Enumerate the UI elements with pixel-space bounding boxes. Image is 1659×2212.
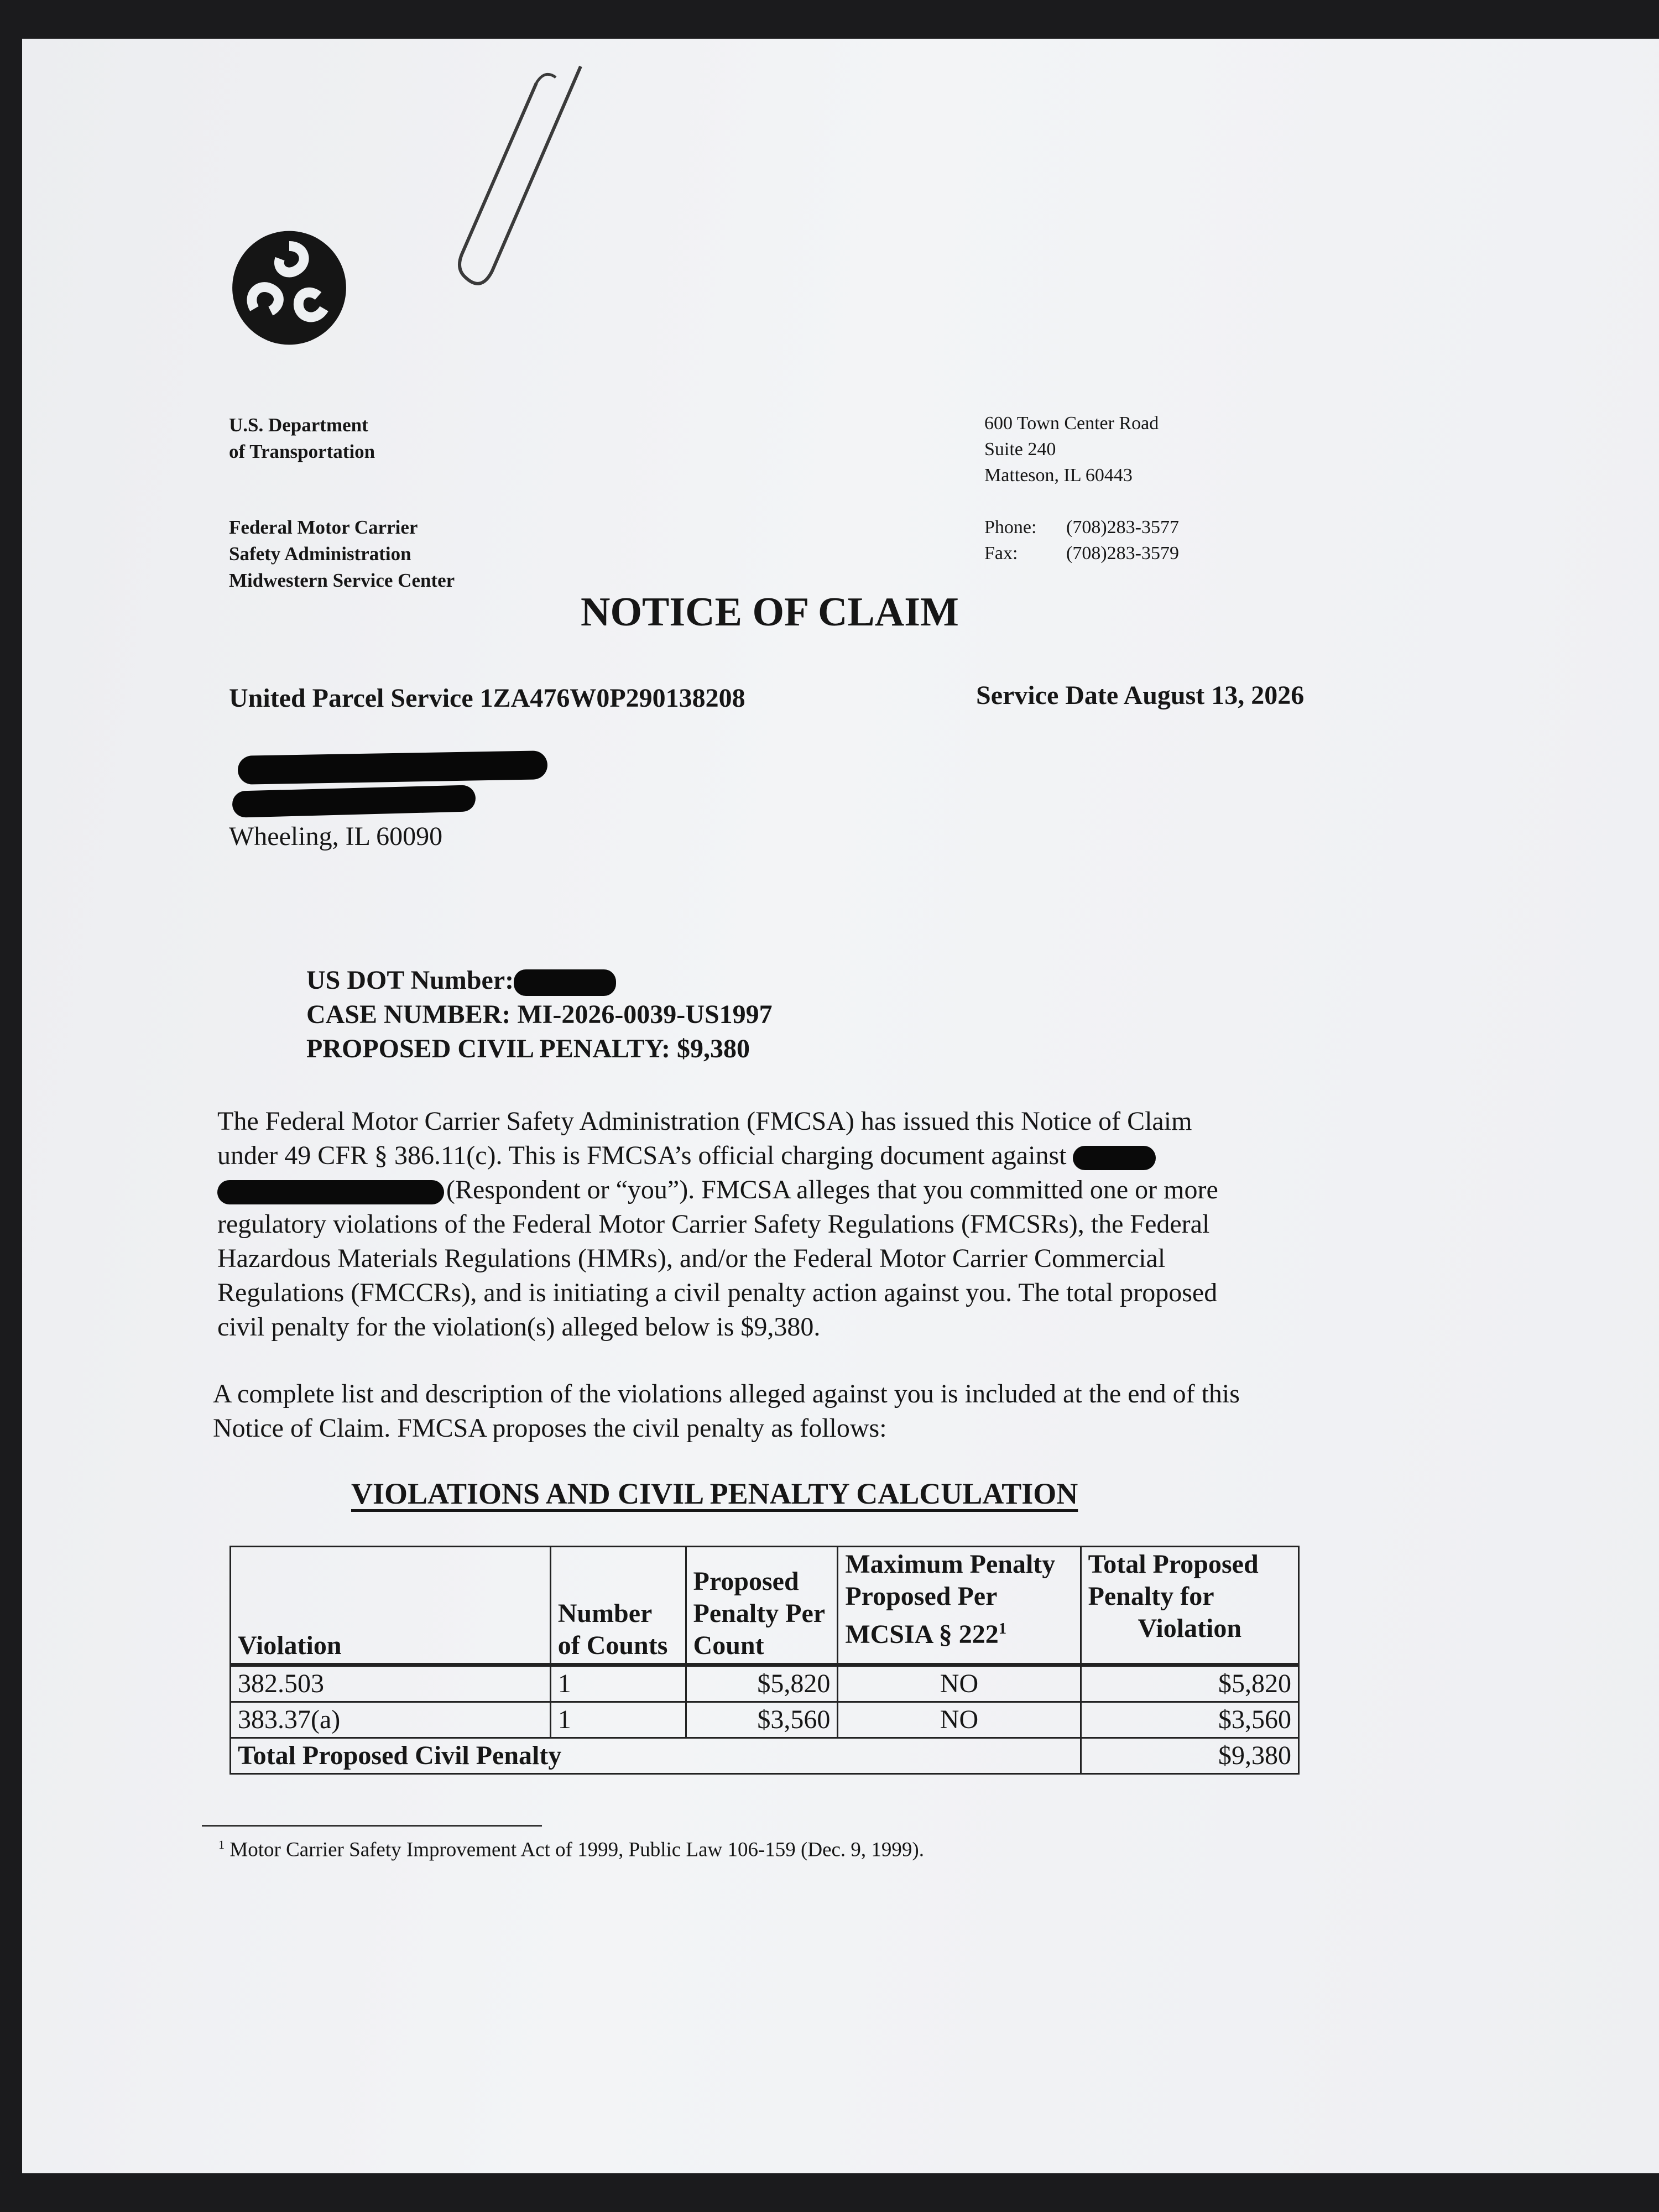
footnote-rule (202, 1825, 542, 1827)
document-title: NOTICE OF CLAIM (581, 589, 959, 635)
dot-number-label: US DOT Number: (306, 966, 514, 995)
header-number-of-counts: Number of Counts (550, 1547, 686, 1665)
total-label: Total Proposed Civil Penalty (231, 1738, 1081, 1774)
cell-counts: 1 (550, 1665, 686, 1702)
table-header-row (231, 1547, 1299, 1665)
cell-penalty-per-count: $5,820 (686, 1665, 838, 1702)
redacted-respondent-part2 (217, 1180, 444, 1204)
cell-maximum-penalty: NO (838, 1702, 1081, 1738)
section-title: VIOLATIONS AND CIVIL PENALTY CALCULATION (351, 1477, 1078, 1510)
cell-violation: 382.503 (231, 1665, 551, 1702)
cell-total: $3,560 (1081, 1702, 1298, 1738)
cell-penalty-per-count: $3,560 (686, 1702, 838, 1738)
agency-name: Federal Motor Carrier Safety Administration Midwestern Service Center (229, 517, 455, 591)
violations-intro-paragraph: A complete list and description of the violations alleged against you is included at the end of this Notice of Claim. FMCSA proposes the civil penalty as follows: (213, 1379, 1240, 1443)
violations-table (229, 1546, 1300, 1775)
case-number: CASE NUMBER: MI-2026-0039-US1997 (306, 1000, 773, 1029)
table-row (231, 1702, 1299, 1738)
cell-counts: 1 (550, 1702, 686, 1738)
footnote: $^1$ Motor Carrier Safety Improvement Act of 1999, Public Law 106-159 (Dec. 9, 1999). (218, 1838, 924, 1861)
dot-triskelion-logo (231, 226, 347, 350)
table-total-row (231, 1738, 1299, 1774)
redacted-recipient-name (238, 750, 548, 785)
service-date: Service Date August 13, 2026 (976, 681, 1305, 710)
dept-name: U.S. Department of Transportation (229, 414, 375, 462)
office-address: 600 Town Center Road Suite 240 Matteson, IL 60443 (984, 413, 1159, 486)
header-maximum-penalty: Maximum Penalty Proposed Per MCSIA § $222^1$ (838, 1547, 1081, 1665)
intro-paragraph: The Federal Motor Carrier Safety Administration (FMCSA) has issued this Notice of Claim under 49 CFR § 386.11(c). This is FMCSA’s official charging document against (Respondent or “you”). FMCSA alleges that you committed one or more regulatory violations of the Federal Motor Carrier Safety Regulations (FMCSRs), the Federal Hazardous Materials Regulations (HMRs), and/or the Federal Motor Carrier Commercial Regulations (FMCCRs), and is initiating a civil penalty action against you. The total proposed civil penalty for the violation(s) alleged below is $9,380. (217, 1107, 1218, 1342)
cell-violation: 383.37(a) (231, 1702, 551, 1738)
recipient-city: Wheeling, IL 60090 (229, 822, 443, 851)
phone-line: Phone: (708)283-3577 (984, 517, 1179, 538)
redacted-respondent-part1 (1073, 1146, 1156, 1170)
total-value: $9,380 (1081, 1738, 1298, 1774)
cell-total: $5,820 (1081, 1665, 1298, 1702)
header-penalty-per-count: Proposed Penalty Per Count (686, 1547, 838, 1665)
case-info (306, 963, 773, 1066)
header-violation: Violation (231, 1547, 551, 1665)
paper-clip (453, 61, 592, 293)
fax-line: Fax: (708)283-3579 (984, 543, 1179, 564)
header-total-proposed: Total Proposed Penalty for Violation (1081, 1547, 1298, 1665)
proposed-penalty: PROPOSED CIVIL PENALTY: $9,380 (306, 1034, 750, 1063)
cell-maximum-penalty: NO (838, 1665, 1081, 1702)
table-row (231, 1665, 1299, 1702)
redacted-dot-number (514, 969, 616, 996)
tracking-number: United Parcel Service 1ZA476W0P290138208 (229, 684, 745, 713)
